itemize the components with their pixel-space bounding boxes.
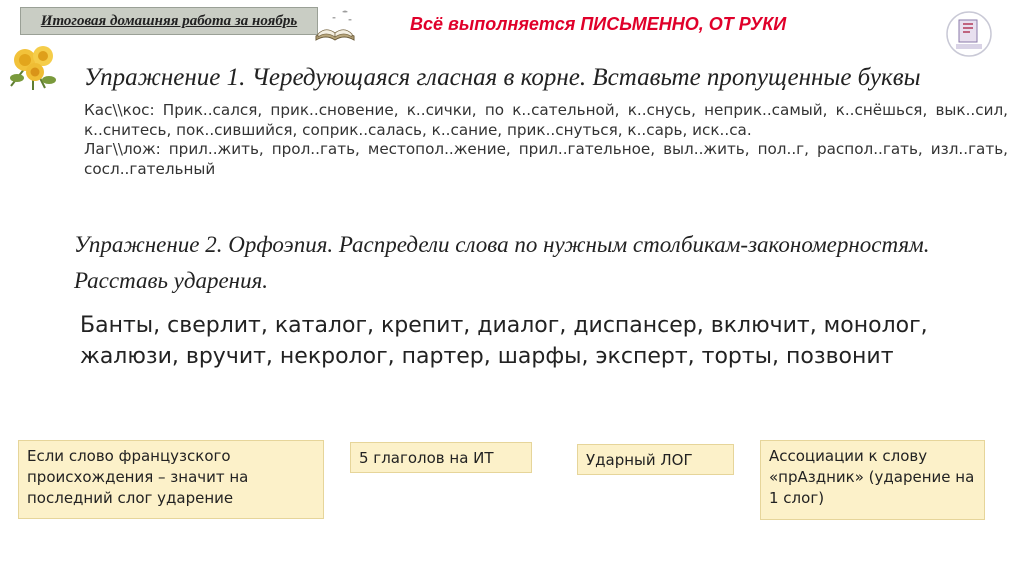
exercise1-kas-line: Кас\\кос: Прик..сался, прик..сновение, к..сички, по к..сательной, к..снусь, неприк..самый, к..снёшься, вык..сил, к..снитесь, пок..сившийся, соприк..салась, к..сание, прик..снуться, к..сарь, иск..са. [84,101,1008,139]
header-badge [20,7,318,35]
exercise1-heading: Упражнение 1. Чередующаяся гласная в корне. Вставьте пропущенные буквы [84,64,921,91]
exercise1-lag-line: Лаг\\лож: прил..жить, прол..гать, местопол..жение, прил..гательное, выл..жить, пол..г, распол..гать, изл..гать, сосл..гательный [84,140,1008,178]
header-badge-text: Итоговая домашняя работа за ноябрь [40,12,298,29]
rule-box-log: Ударный ЛОГ [577,444,734,475]
page-title: Всё выполняется ПИСЬМЕННО, ОТ РУКИ [410,14,787,34]
exercise1-body [84,101,1008,179]
school-logo-icon [944,10,994,58]
exercise2-heading: Упражнение 2. Орфоэпия. Распредели слова по нужным столбикам-закономерностям. Расставь ударения. [74,232,930,293]
rule-box-prazdnik: Ассоциации к слову «прАздник» (ударение на 1 слог) [760,440,985,520]
rule-box-french: Если слово французского происхождения – значит на последний слог ударение [18,440,324,519]
exercise2-word-list: Банты, сверлит, каталог, крепит, диалог, диспансер, включит, монолог, жалюзи, вручит, некролог, партер, шарфы, эксперт, торты, позвонит [80,313,928,369]
open-book-icon [312,6,358,46]
rule-box-verbs: 5 глаголов на ИТ [350,442,532,473]
roses-icon [5,38,63,94]
